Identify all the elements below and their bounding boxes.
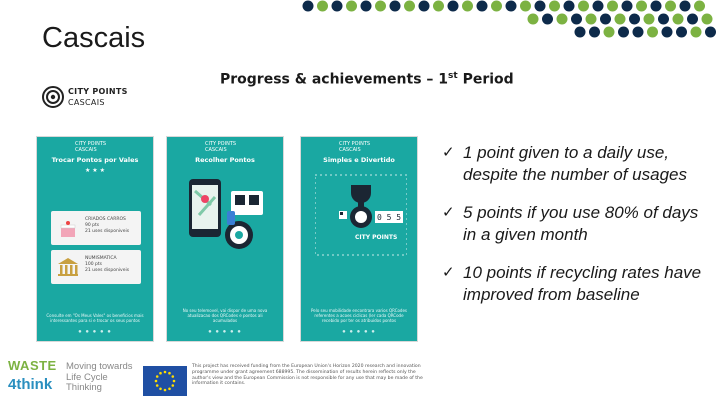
decorative-dot [433,1,444,12]
card-brand-line-2: CASCAIS [205,147,227,153]
checkmark-icon: ✓ [442,264,455,281]
eu-star [168,372,171,375]
decorative-dot [618,27,629,38]
decorative-dot [622,1,633,12]
app-screenshot-vouchers [36,136,154,342]
card-brand [205,141,236,153]
subtitle-suffix: Period [457,71,514,88]
voucher-points: 100 pts [85,262,102,267]
decorative-dot [644,14,655,25]
eu-flag-icon [143,366,187,396]
decorative-dot [375,1,386,12]
decorative-dot [346,1,357,12]
decorative-dot [604,27,615,38]
decorative-dot [665,1,676,12]
voucher-card [51,250,141,284]
card-footer-text: Pelo seu mobilidade encontrara varios QRCodes referentes a acoes ciclicas (ler cada QRCode recebido por ter os atribuidos pontos [310,308,408,323]
card-title: Recolher Pontos [195,156,255,164]
voucher-name: CRIADOS CARROS [85,217,126,222]
phone-scan-illustration [183,171,273,271]
decorative-dot [535,1,546,12]
decorative-dot [607,1,618,12]
cake-icon [57,217,79,239]
eu-star [156,384,159,387]
decorative-dot [528,14,539,25]
decorative-dot [506,1,517,12]
checkmark-icon: ✓ [442,144,455,161]
stars-icon [85,167,107,173]
decorative-dot [694,1,705,12]
decorative-dot [578,1,589,12]
decorative-dot [676,27,687,38]
subtitle-main: Progress & achievements – 1 [220,71,449,88]
decorative-dot [658,14,669,25]
decorative-dot [651,1,662,12]
decorative-dot [564,1,575,12]
points-rules-list [442,142,712,322]
decorative-dot [477,1,488,12]
subtitle-superscript: st [448,71,458,81]
app-screenshot-collect-points [166,136,284,342]
eu-star [164,389,167,392]
decorative-dot [662,27,673,38]
logo-line-2: CASCAIS [68,98,105,107]
decorative-dot [303,1,314,12]
bullet-text: 1 point given to a daily use, despite the number of usages [463,143,687,184]
eu-star [168,387,171,390]
city-points-mark-icon [42,86,64,108]
decorative-dot [332,1,343,12]
eu-star [155,380,158,383]
waste4think-line-1: WASTE [8,358,57,373]
decorative-dot [615,14,626,25]
card-brand-line-2: CASCAIS [75,147,97,153]
bullet-text: 5 points if you use 80% of days in a given month [463,203,699,244]
waste4think-line-2: 4think [8,376,53,393]
slide-title: Cascais [42,22,146,54]
card-title: Simples e Divertido [323,156,395,164]
decorative-dot [586,14,597,25]
decorative-dot [687,14,698,25]
decorative-dot [702,14,713,25]
museum-icon [57,256,79,278]
decorative-dot [593,1,604,12]
list-item [442,142,712,186]
counter-display: 0 5 5 [377,213,402,222]
logo-line-1: CITY POINTS [68,87,128,96]
decorative-dot [571,14,582,25]
app-screenshot-simple-fun [300,136,418,342]
card-brand-line-2: CASCAIS [339,147,361,153]
card-title: Trocar Pontos por Vales [51,156,139,164]
decorative-dot [448,1,459,12]
list-item [442,202,712,246]
waste4think-logo [8,358,148,402]
decorative-dot [361,1,372,12]
decorative-dot [419,1,430,12]
voucher-name: NUMISMATICA [85,256,117,261]
voucher-points: 90 pts [85,223,100,228]
eu-star [159,387,162,390]
decorative-dot [636,1,647,12]
decorative-dot [629,14,640,25]
waste4think-tagline: Moving towards Life Cycle Thinking [66,361,133,393]
svg-text:★ ★ ★: ★ ★ ★ [85,167,105,173]
decorative-dot [549,1,560,12]
card-footer-text: Consulte em "Os Meus Vales" os beneficios mais interessantes para si e trocar os seus pontos [46,313,144,323]
eu-star [156,375,159,378]
bullet-text: 10 points if recycling rates have improved from baseline [463,263,702,304]
card-brand-line-1: CITY POINTS [205,141,237,147]
eu-star [173,380,176,383]
slide-subtitle [220,71,514,88]
page-indicator: ● ● ● ● ● [78,329,112,335]
decorative-dot [491,1,502,12]
decorative-dot [390,1,401,12]
decorative-dot [691,27,702,38]
decorative-dot [404,1,415,12]
decorative-dot [705,27,716,38]
decorative-dots [298,0,718,40]
page-indicator: ● ● ● ● ● [208,329,242,335]
decorative-dot [680,1,691,12]
card-brand [75,141,106,153]
decorative-dot [542,14,553,25]
decorative-dot [633,27,644,38]
card-brand-line-1: CITY POINTS [75,141,107,147]
eu-star [171,375,174,378]
eu-funding-disclaimer: This project has received funding from the European Union's Horizon 2020 research and innovation programme under grant agreement 688995. The dissemination of results herein reflects only the author's view and the European Commission is not responsible for any use that may be made of the information it contains. [192,364,423,387]
decorative-dot [647,27,658,38]
eu-star [171,384,174,387]
eu-star [164,371,167,374]
decorative-dot [557,14,568,25]
voucher-uses: 21 uses disponiveis [85,229,130,234]
decorative-dot [589,27,600,38]
card-brand [339,141,370,153]
city-points-badge: CITY POINTS [355,234,398,241]
voucher-card [51,211,141,245]
decorative-dot [317,1,328,12]
decorative-dot [462,1,473,12]
trophy-qr-illustration [315,171,407,263]
voucher-uses: 21 uses disponiveis [85,268,130,273]
card-brand-line-1: CITY POINTS [339,141,371,147]
card-footer-text: No seu telemovel, vai dispor de uma nova atualizacao dos QRCodes e pontos ali acumulados [182,308,268,323]
city-points-logo [42,86,128,108]
eu-star [159,372,162,375]
page-indicator: ● ● ● ● ● [342,329,376,335]
decorative-dot [520,1,531,12]
decorative-dot [673,14,684,25]
list-item [442,262,712,306]
decorative-dot [575,27,586,38]
checkmark-icon: ✓ [442,204,455,221]
decorative-dot [600,14,611,25]
